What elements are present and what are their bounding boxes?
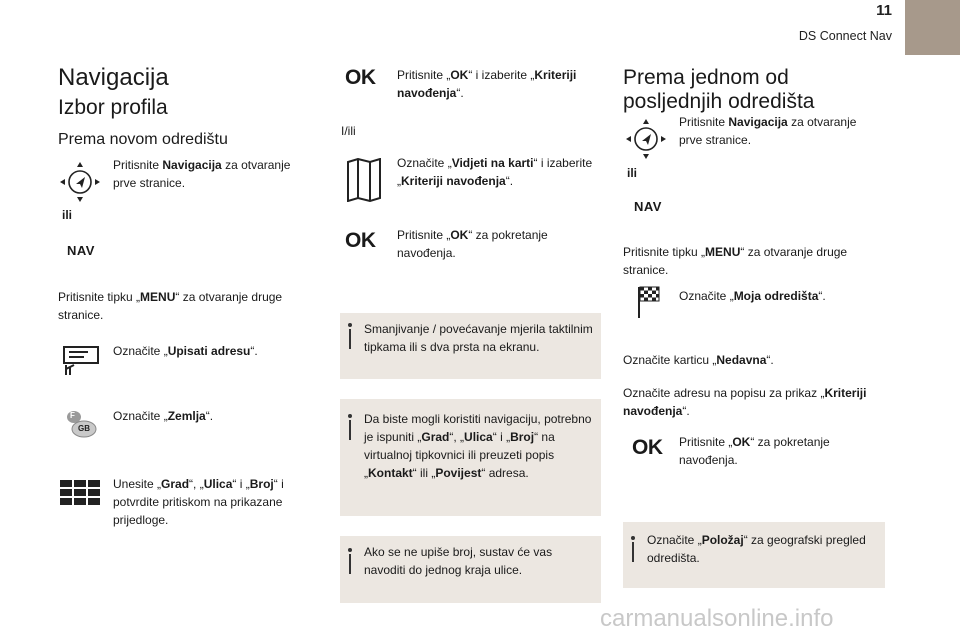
info-note-zoom bbox=[340, 313, 601, 379]
middle-step-3: Pritisnite „OK“ za pokretanje navođenja. bbox=[397, 228, 548, 260]
left-step-2: Označite „Upisati adresu“. bbox=[113, 344, 258, 358]
chapter-tab bbox=[905, 0, 960, 55]
ok-button-label-2: OK bbox=[345, 229, 376, 252]
ok-button-label: OK bbox=[345, 66, 376, 89]
info-icon bbox=[631, 536, 635, 540]
watermark: carmanualsonline.info bbox=[600, 605, 834, 632]
right-step-2: Označite „Moja odredišta“. bbox=[679, 289, 826, 303]
right-tab-text: Označite karticu „Nedavna“. bbox=[623, 353, 774, 367]
info-note-text: Označite „Položaj“ za geografski pregled odredišta. bbox=[647, 533, 866, 565]
subtitle: Izbor profila bbox=[58, 96, 168, 119]
info-icon bbox=[348, 323, 352, 327]
right-step-1: Pritisnite Navigacija za otvaranje prve stranice. bbox=[679, 115, 857, 147]
ok-button-label-3: OK bbox=[632, 436, 663, 459]
country-flag-icon bbox=[64, 410, 104, 438]
info-note-text: Da biste mogli koristiti navigaciju, potrebno je ispuniti „Grad“, „Ulica“ i „Broj“ na virtualnoj tipkovnici ili preuzeti popis „Kontakt“ ili „Povijest“ adresa. bbox=[364, 412, 592, 480]
nav-button-label: NAV bbox=[67, 243, 95, 258]
middle-step-2: Označite „Vidjeti na karti“ i izaberite „Kriteriji navođenja“. bbox=[397, 156, 593, 188]
middle-step-1: Pritisnite „OK“ i izaberite „Kriteriji navođenja“. bbox=[397, 68, 577, 100]
keyboard-icon bbox=[60, 480, 100, 506]
ili-label-2: ili bbox=[627, 166, 638, 180]
flag-top-label: F bbox=[70, 411, 75, 420]
flag-bottom-label: GB bbox=[78, 424, 90, 433]
nav-joystick-icon bbox=[58, 158, 106, 206]
map-icon bbox=[346, 158, 382, 202]
ili-label: ili bbox=[62, 208, 73, 222]
info-note-position bbox=[623, 522, 885, 588]
section-heading: Prema novom odredištu bbox=[58, 131, 228, 148]
address-entry-icon bbox=[60, 345, 102, 377]
info-note-text: Smanjivanje / povećavanje mjerila taktilnim tipkama ili s dva prsta na ekranu. bbox=[364, 322, 593, 354]
page-title: Navigacija bbox=[58, 64, 169, 91]
i-ili-label: I/ili bbox=[341, 124, 356, 138]
section-name: DS Connect Nav bbox=[798, 29, 892, 43]
right-addr-text: Označite adresu na popisu za prikaz „Kriteriji navođenja“. bbox=[623, 386, 867, 418]
checkered-flag-icon bbox=[637, 285, 661, 319]
right-title: Prema jednom od posljednjih odredišta bbox=[623, 66, 815, 113]
info-note-text: Ako se ne upiše broj, sustav će vas navoditi do jednog kraja ulice. bbox=[364, 545, 553, 577]
nav-joystick-icon-2 bbox=[624, 115, 672, 163]
left-step-1: Pritisnite Navigacija za otvaranje prve stranice. bbox=[113, 158, 291, 190]
page-number: 11 bbox=[876, 2, 892, 19]
nav-button-label-2: NAV bbox=[634, 199, 662, 214]
left-menu-text: Pritisnite tipku „MENU“ za otvaranje druge stranice. bbox=[58, 290, 283, 322]
info-icon bbox=[348, 548, 352, 552]
info-note-address bbox=[340, 399, 601, 516]
left-step-4: Unesite „Grad“, „Ulica“ i „Broj“ i potvrdite pritiskom na prikazane prijedloge. bbox=[113, 477, 284, 527]
info-note-number bbox=[340, 536, 601, 603]
left-step-3: Označite „Zemlja“. bbox=[113, 409, 214, 423]
right-menu-text: Pritisnite tipku „MENU“ za otvaranje druge stranice. bbox=[623, 245, 848, 277]
info-icon bbox=[348, 414, 352, 418]
right-step-3: Pritisnite „OK“ za pokretanje navođenja. bbox=[679, 435, 830, 467]
